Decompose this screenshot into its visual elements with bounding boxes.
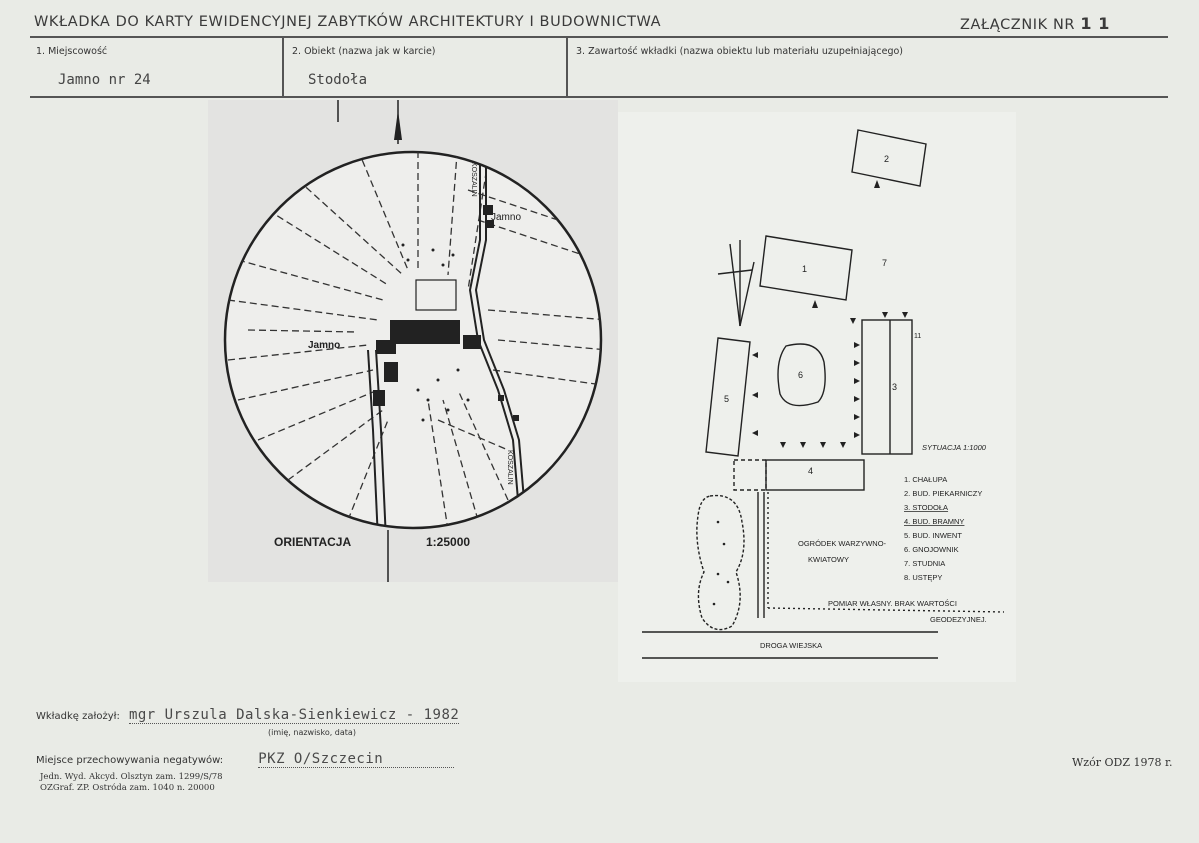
field-content-label: 3. Zawartość wkładki (nazwa obiektu lub materiału uzupełniającego) [576,46,903,57]
legend-item-3: 3. STODOŁA [904,503,949,512]
annex-label [960,14,1110,33]
legend-item-2: 2. BUD. PIEKARNICZY [904,489,983,498]
site-plan [618,112,1016,682]
garden-label-line1: OGRÓDEK WARZYWNO- [798,539,887,548]
author-label: Wkładkę założył: [36,711,120,722]
field-locality-value: Jamno nr 24 [58,72,151,88]
field-divider-2 [566,38,568,96]
legend-item-8: 8. USTĘPY [904,573,943,582]
storage-row [36,748,454,768]
legend-item-1: 1. CHAŁUPA [904,475,948,484]
field-object-value: Stodoła [308,72,368,88]
location-map-drawing [208,100,618,582]
legend-item-4: 4. BUD. BRAMNY [904,517,965,526]
storage-label: Miejsce przechowywania negatywów: [36,755,224,766]
road-label: DROGA WIEJSKA [760,641,823,650]
map-label-jamno-top: Jamno [491,212,522,223]
map-orientation-label: ORIENTACJA [274,535,352,549]
plan-label-7: 7 [882,258,888,268]
legend-item-5: 5. BUD. INWENT [904,531,962,540]
plan-situation-scale: SYTUACJA 1:1000 [922,443,986,452]
author-value: mgr Urszula Dalska-Sienkiewicz - 1982 [128,707,460,723]
field-divider-1 [282,38,284,96]
author-hint: (imię, nazwisko, data) [268,728,356,737]
annex-number: 1 1 [1080,14,1110,33]
map-label-jamno-center: Jamno [308,340,341,351]
header-bottom-rule [30,96,1168,98]
header-top-rule [30,36,1168,38]
survey-note-line1: POMIAR WŁASNY. BRAK WARTOŚCI [828,599,957,608]
field-object-label: 2. Obiekt (nazwa jak w karcie) [292,46,436,57]
storage-value: PKZ O/Szczecin [258,751,454,768]
annex-text: ZAŁĄCZNIK NR [960,17,1076,33]
plan-tick-mark: 11 [914,333,922,340]
site-plan-drawing [618,112,1016,682]
printer-note-1: Jedn. Wyd. Akcyd. Olsztyn zam. 1299/S/78 [40,772,223,782]
legend-item-7: 7. STUDNIA [904,559,946,568]
author-row [36,704,459,723]
garden-label-line2: KWIATOWY [808,555,849,564]
plan-label-3: 3 [892,382,898,392]
plan-label-1: 1 [802,264,808,274]
form-pattern-label: Wzór ODZ 1978 r. [1072,756,1173,769]
survey-note-line2: GEODEZYJNEJ. [930,615,987,624]
map-scale-label: 1:25000 [426,535,471,549]
plan-label-5: 5 [724,394,730,404]
location-map [208,100,618,582]
form-title: WKŁADKA DO KARTY EWIDENCYJNEJ ZABYTKÓW ARCHITEKTURY I BUDOWNICTWA [34,14,662,30]
plan-label-4: 4 [808,466,814,476]
field-locality-label: 1. Miejscowość [36,46,108,57]
legend-item-6: 6. GNOJOWNIK [904,545,959,554]
map-road-label-bottom: KOSZALIN [506,450,513,485]
printer-note-2: OZGraf. ZP. Ostróda zam. 1040 n. 20000 [40,783,215,793]
map-road-label-top: KOSZALIN [470,162,477,197]
plan-label-2: 2 [884,154,890,164]
plan-label-6: 6 [798,370,804,380]
